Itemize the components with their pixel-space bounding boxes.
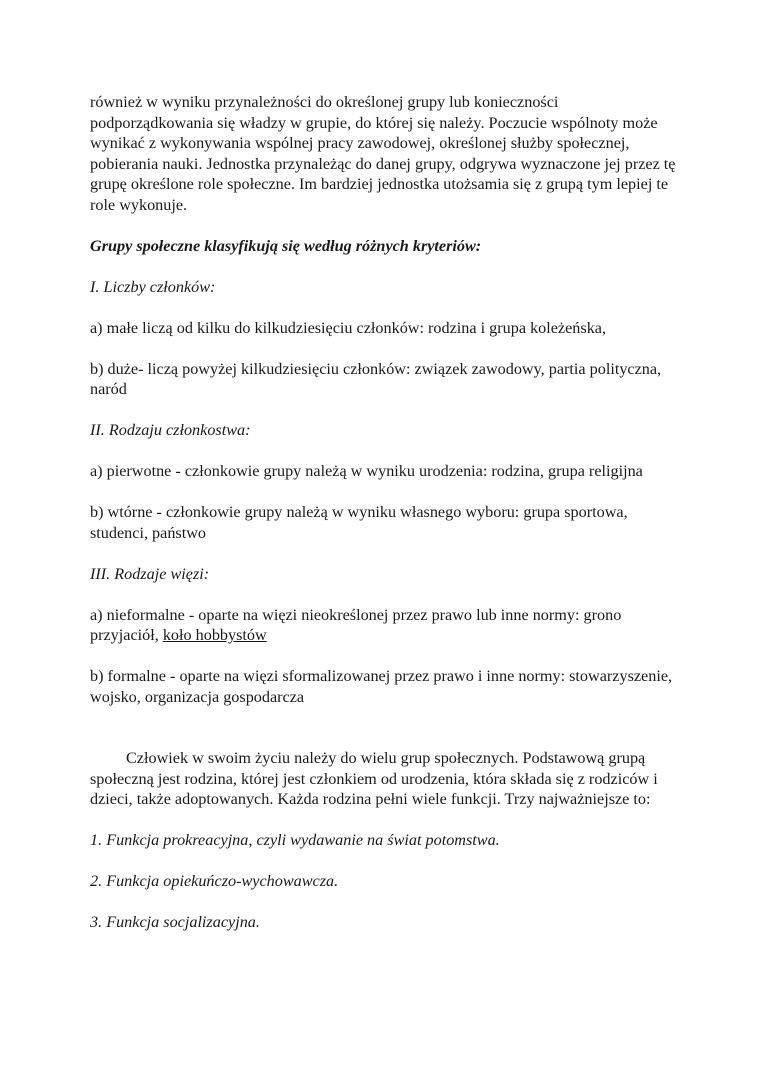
criterion-membership-item-b: b) wtórne - członkowie grupy należą w wyniku własnego wyboru: grupa sportowa, studenci, państwo bbox=[90, 503, 628, 542]
criterion-heading-members: I. Liczby członków: bbox=[90, 277, 216, 296]
criterion-members-item-b: b) duże- liczą powyżej kilkudziesięciu członków: związek zawodowy, partia polityczna, naród bbox=[90, 359, 662, 398]
intro-paragraph: również w wyniku przynależności do określonej grupy lub konieczności podporządkowania się władzy w grupie, do której się należy. Poczucie wspólnoty może wynikać z wykonywania wspólnej pracy zawodowej, określonej służby społecznej, pobierania nauki. Jednostka przynależąc do danej grupy, odgrywa wyznaczone jej przez tę grupę określone role społeczne. Im bardziej jednostka utożsamia się z grupą tym lepiej te role wykonuje. bbox=[90, 93, 676, 214]
criterion-bonds-item-a bbox=[90, 605, 680, 646]
criterion-heading-membership: II. Rodzaju członkostwa: bbox=[90, 421, 251, 439]
criterion-membership-item-a: a) pierwotne - członkowie grupy należą w wyniku urodzenia: rodzina, grupa religijna bbox=[90, 462, 643, 480]
function-item-3: 3. Funkcja socjalizacyjna. bbox=[90, 913, 260, 931]
function-item-2: 2. Funkcja opiekuńczo-wychowawcza. bbox=[90, 872, 339, 890]
criterion-members-item-a: a) małe liczą od kilku do kilkudziesięciu członków: rodzina i grupa koleżeńska, bbox=[90, 318, 607, 337]
classification-heading: Grupy społeczne klasyfikują się według różnych kryteriów: bbox=[90, 236, 482, 255]
criterion-bonds-item-a-text: a) nieformalne - oparte na więzi nieokreślonej przez prawo lub inne normy: grono przyjaciół, bbox=[90, 605, 622, 644]
criterion-bonds-item-b: b) formalne - oparte na więzi sformalizowanej przez prawo i inne normy: stowarzyszenie, wojsko, organizacja gospodarcza bbox=[90, 667, 673, 706]
family-paragraph: Człowiek w swoim życiu należy do wielu grup społecznych. Podstawową grupą społeczną jest rodzina, której jest członkiem od urodzenia, która składa się z rodziców i dzieci, także adoptowanych. Każda rodzina pełni wiele funkcji. Trzy najważniejsze to: bbox=[90, 749, 658, 808]
hobby-club-link[interactable]: koło hobbystów bbox=[162, 626, 267, 644]
spacer bbox=[90, 728, 680, 749]
document-page bbox=[90, 92, 680, 953]
criterion-heading-bonds: III. Rodzaje więzi: bbox=[90, 564, 210, 583]
function-item-1: 1. Funkcja prokreacyjna, czyli wydawanie na świat potomstwa. bbox=[90, 831, 500, 849]
